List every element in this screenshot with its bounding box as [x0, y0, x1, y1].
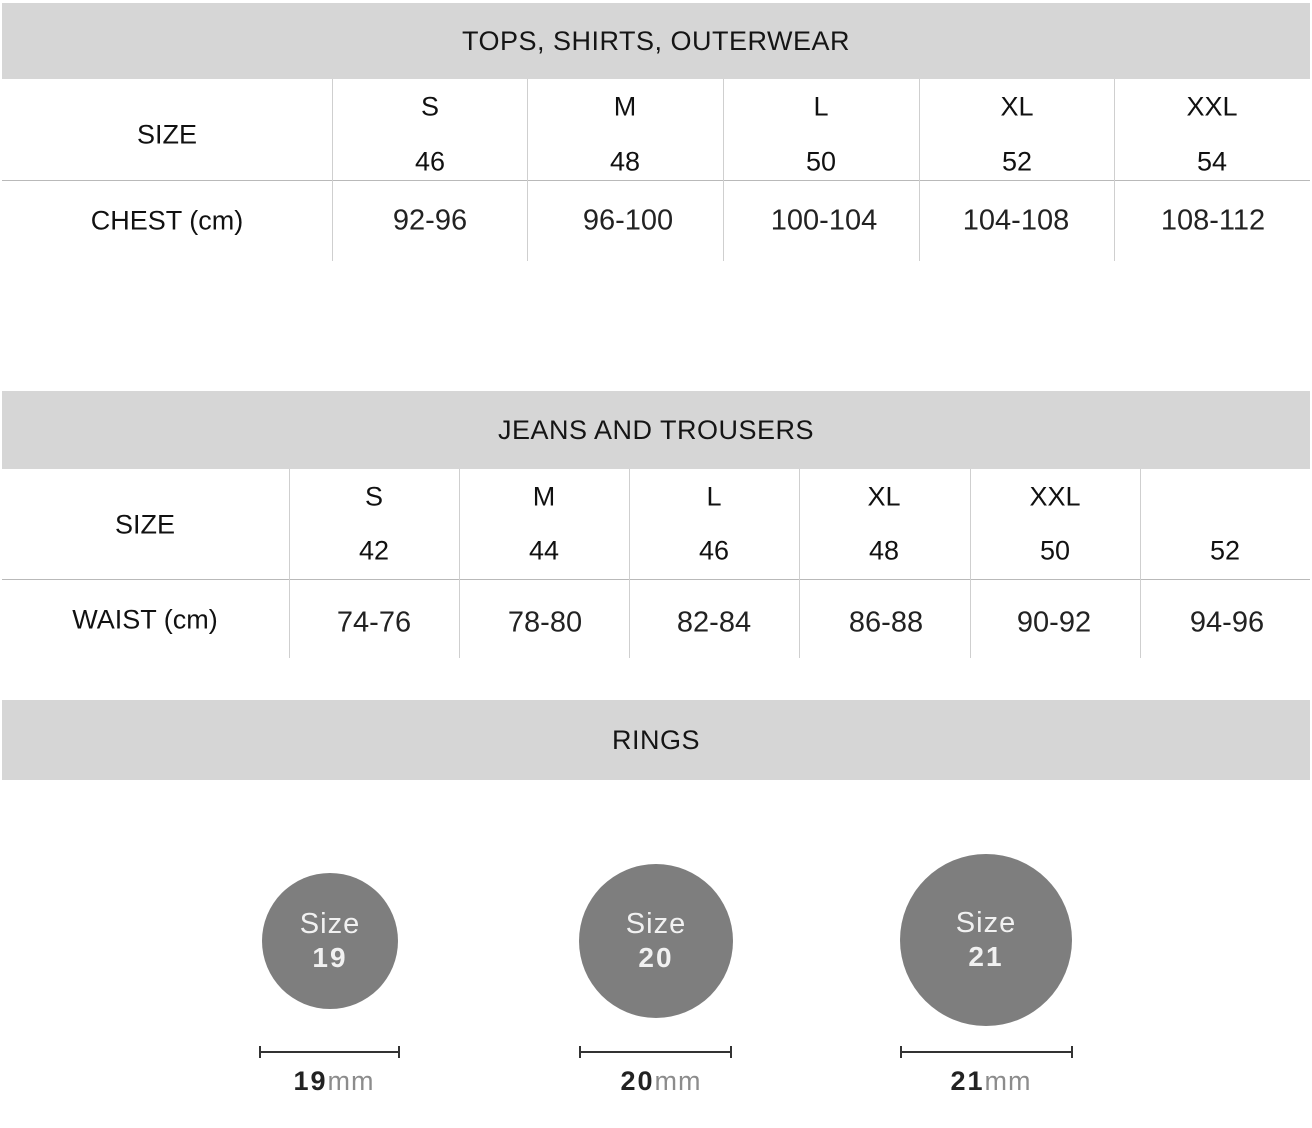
jeans-size-number: 52 [1209, 535, 1241, 566]
tops-chest-range: 108-112 [1160, 204, 1266, 237]
jeans-title: JEANS AND TROUSERS [497, 414, 815, 445]
jeans-waist-range: 82-84 [676, 606, 752, 639]
ring-size-word: Size [299, 908, 361, 941]
jeans-size-number: 50 [1039, 535, 1071, 566]
ring-21-measure-label: 21mm [950, 1066, 1032, 1096]
jeans-size-letter: S [364, 481, 384, 512]
tops-size-number: 54 [1196, 146, 1228, 177]
tops-chest-range: 104-108 [962, 204, 1070, 237]
tops-size-letter: M [613, 91, 637, 122]
jeans-size-letter: XXL [1029, 481, 1081, 512]
ring-size-19-circle [262, 873, 398, 1009]
tops-size-number: 46 [414, 146, 446, 177]
tops-title-banner [2, 3, 1310, 79]
tops-chest-label: CHEST (cm) [90, 205, 244, 236]
ring-19-measure-label: 19mm [293, 1066, 375, 1096]
tops-size-letter: XXL [1186, 91, 1238, 122]
ring-size-20-circle [579, 864, 733, 1018]
jeans-size-letter: M [532, 481, 556, 512]
jeans-size-label: SIZE [114, 509, 176, 540]
rings-title-banner [2, 700, 1310, 780]
jeans-size-table [2, 469, 1310, 658]
jeans-waist-range: 94-96 [1189, 606, 1265, 639]
tops-size-letter: XL [1000, 91, 1034, 122]
tops-chest-range: 92-96 [392, 204, 468, 237]
ring-size-number: 19 [312, 941, 348, 973]
jeans-size-number: 48 [868, 535, 900, 566]
jeans-waist-range: 90-92 [1016, 606, 1092, 639]
jeans-size-letter: L [706, 481, 722, 512]
tops-size-number: 52 [1001, 146, 1033, 177]
tops-size-number: 50 [805, 146, 837, 177]
ring-size-number: 20 [638, 941, 674, 973]
jeans-waist-label: WAIST (cm) [72, 604, 218, 635]
tops-size-label: SIZE [136, 119, 198, 150]
jeans-size-number: 44 [528, 535, 560, 566]
tops-size-letter: L [813, 91, 829, 122]
jeans-size-number: 42 [358, 535, 390, 566]
jeans-title-banner [2, 391, 1310, 469]
rings-title: RINGS [611, 724, 700, 755]
jeans-waist-range: 74-76 [336, 606, 412, 639]
tops-title: TOPS, SHIRTS, OUTERWEAR [461, 25, 851, 56]
tops-size-letter: S [420, 91, 440, 122]
ring-size-word: Size [625, 908, 687, 941]
tops-size-table [2, 79, 1310, 261]
tops-chest-range: 100-104 [770, 204, 878, 237]
jeans-waist-range: 86-88 [848, 606, 924, 639]
ring-21-measure-line [901, 1051, 1073, 1053]
ring-20-measure-label: 20mm [620, 1066, 702, 1096]
tops-chest-range: 96-100 [582, 204, 674, 237]
ring-20-measure-line [580, 1051, 732, 1053]
tops-size-number: 48 [609, 146, 641, 177]
ring-size-number: 21 [968, 940, 1004, 972]
ring-size-21-circle [900, 854, 1072, 1026]
jeans-size-letter: XL [867, 481, 901, 512]
ring-19-measure-line [260, 1051, 400, 1053]
jeans-size-number: 46 [698, 535, 730, 566]
ring-size-word: Size [955, 907, 1017, 940]
jeans-waist-range: 78-80 [507, 606, 583, 639]
